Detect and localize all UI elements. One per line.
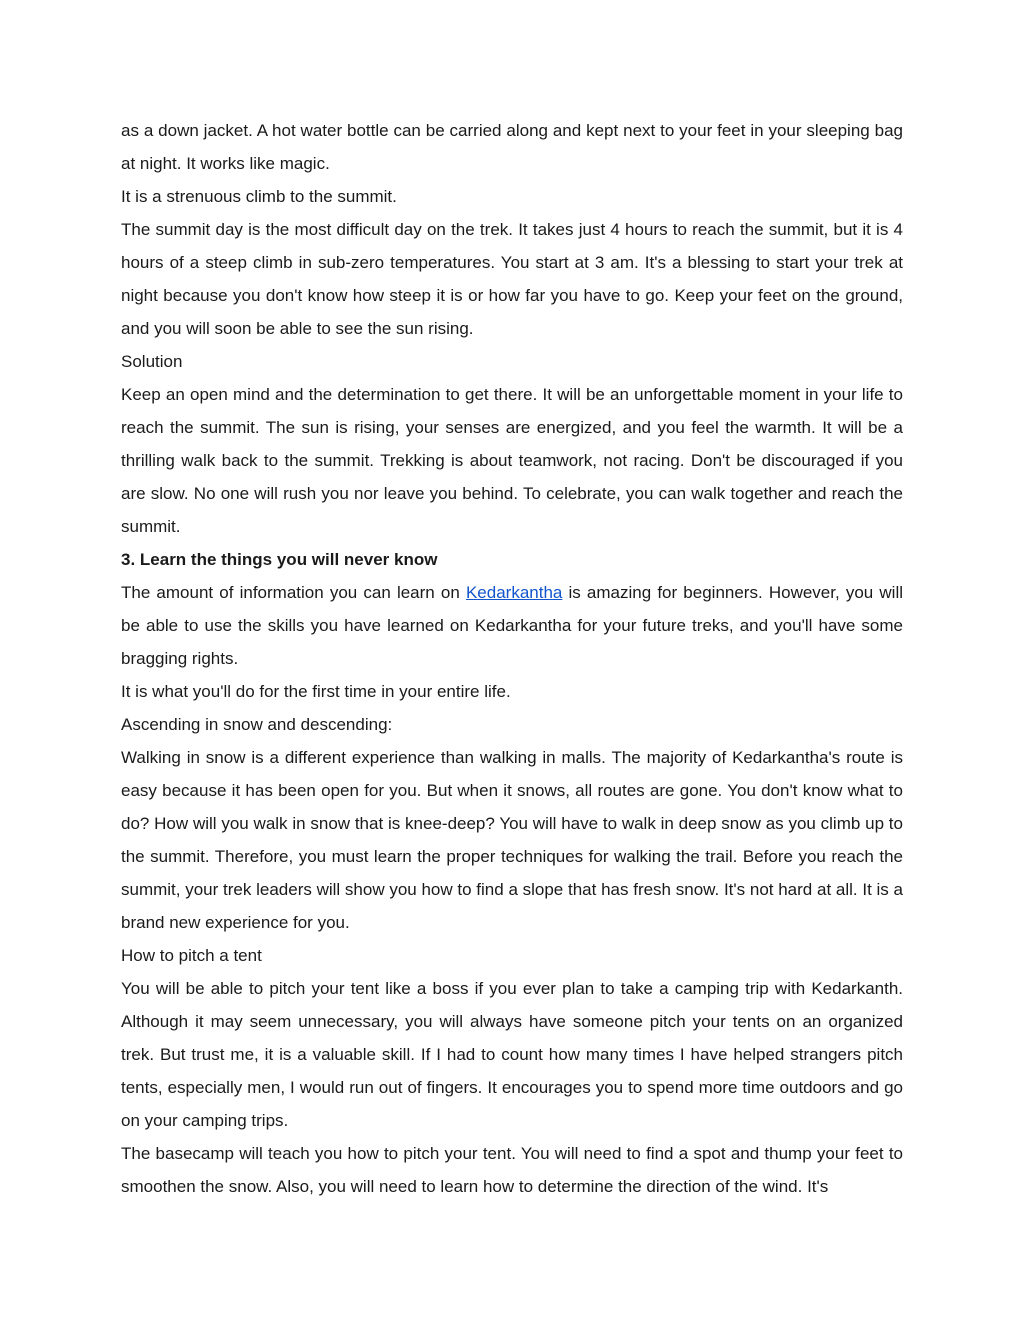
paragraph-first-time: It is what you'll do for the first time in your entire life.	[121, 682, 511, 701]
kedarkantha-link[interactable]: Kedarkantha	[465, 583, 563, 602]
paragraph-ascending-label: Ascending in snow and descending:	[121, 715, 393, 734]
paragraph-information	[121, 576, 903, 675]
paragraph-information-rest: is amazing for beginners. However, you will be able to use the skills you have learned on Kedarkantha for your future treks, and you'll have some bragging rights.	[121, 583, 904, 668]
paragraph-walking-snow: Walking in snow is a different experience than walking in malls. The majority of Kedarkantha's route is easy because it has been open for you. But when it snows, all routes are gone. You don't know what to do? How will you walk in snow that is knee-deep? You will have to walk in deep snow as you climb up to the summit. Therefore, you must learn the proper techniques for walking the trail. Before you reach the summit, your trek leaders will show you how to find a slope that has fresh snow. It's not hard at all. It is a brand new experience for you.	[121, 748, 903, 932]
paragraph-solution-label: Solution	[121, 352, 183, 371]
paragraph-pitch-tent-label: How to pitch a tent	[121, 946, 262, 965]
paragraph-basecamp: The basecamp will teach you how to pitch your tent. You will need to find a spot and thump your feet to smoothen the snow. Also, you will need to learn how to determine the direction of the wind. It's	[121, 1144, 903, 1196]
section-heading: 3. Learn the things you will never know	[121, 550, 438, 569]
paragraph-summit-day: The summit day is the most difficult day on the trek. It takes just 4 hours to reach the summit, but it is 4 hours of a steep climb in sub-zero temperatures. You start at 3 am. It's a blessing to start your trek at night because you don't know how steep it is or how far you have to go. Keep your feet on the ground, and you will soon be able to see the sun rising.	[121, 220, 903, 338]
paragraph-information-lead: The amount of information you can learn on	[121, 583, 466, 602]
paragraph-solution: Keep an open mind and the determination to get there. It will be an unforgettable moment in your life to reach the summit. The sun is rising, your senses are energized, and you feel the warmth. It will be a thrilling walk back to the summit. Trekking is about teamwork, not racing. Don't be discouraged if you are slow. No one will rush you nor leave you behind. To celebrate, you can walk together and reach the summit.	[121, 385, 903, 536]
paragraph-pitch-tent: You will be able to pitch your tent like a boss if you ever plan to take a camping trip with Kedarkanth. Although it may seem unnecessary, you will always have someone pitch your tents on an organized trek. But trust me, it is a valuable skill. If I had to count how many times I have helped strangers pitch tents, especially men, I would run out of fingers. It encourages you to spend more time outdoors and go on your camping trips.	[121, 979, 903, 1130]
paragraph-strenuous-climb: It is a strenuous climb to the summit.	[121, 187, 397, 206]
document-page	[121, 114, 903, 1203]
paragraph-down-jacket: as a down jacket. A hot water bottle can be carried along and kept next to your feet in your sleeping bag at night. It works like magic.	[121, 121, 903, 173]
